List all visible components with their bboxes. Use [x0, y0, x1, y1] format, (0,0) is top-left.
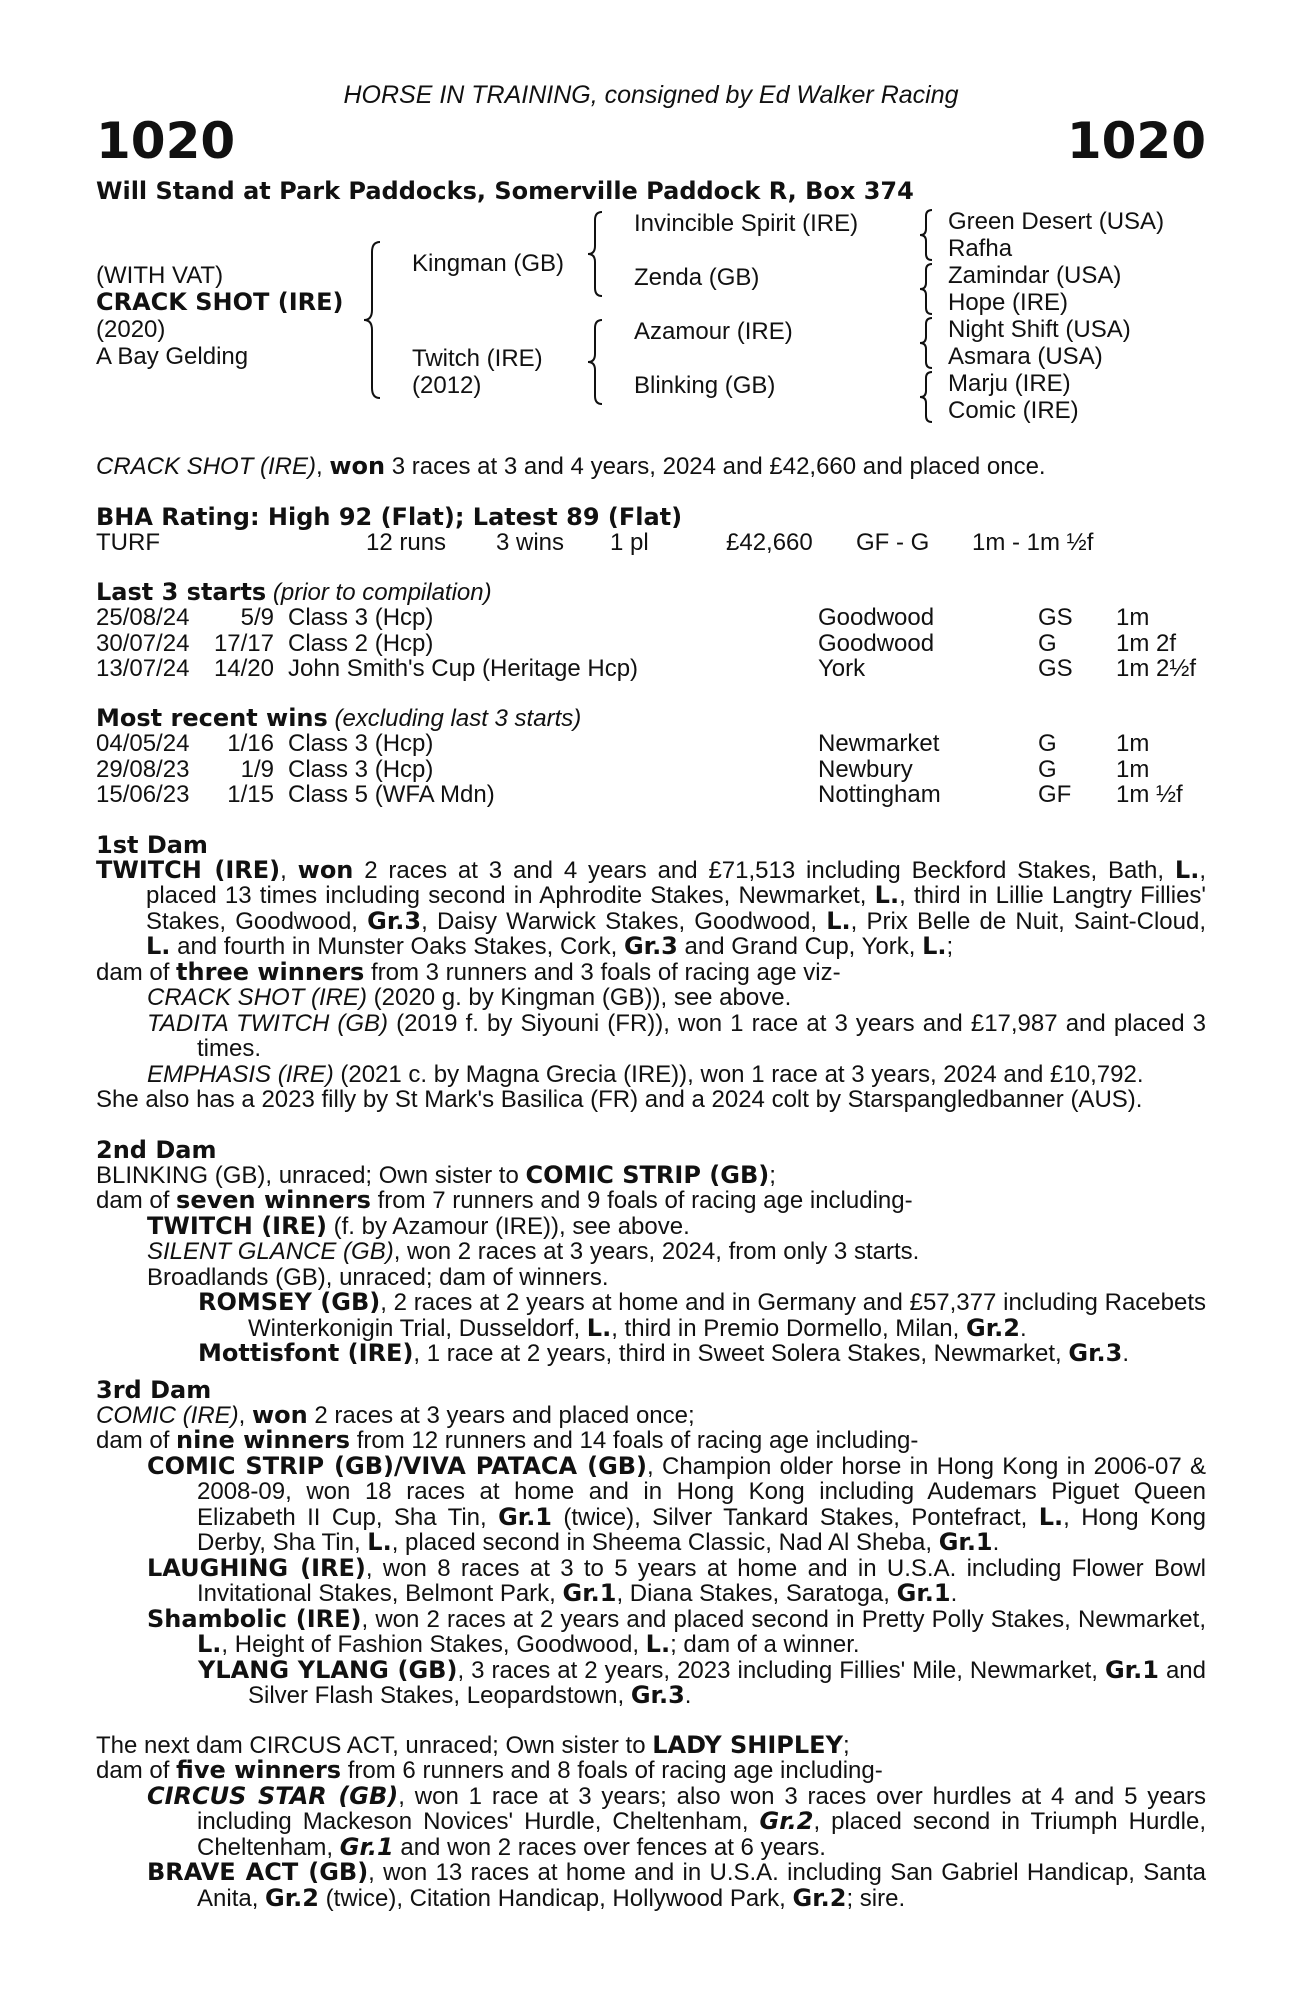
vat-note: (WITH VAT)	[96, 262, 224, 289]
race-date: 15/06/23	[96, 781, 190, 808]
produce-broadlands: Broadlands (GB), unraced; dam of winners.	[147, 1263, 609, 1291]
race-race: Class 5 (WFA Mdn)	[288, 781, 495, 808]
race-going: GS	[1038, 655, 1073, 682]
race-date: 25/08/24	[96, 604, 190, 631]
race-pos: 17/17	[213, 629, 274, 657]
recent-wins-table	[96, 731, 1206, 808]
produce-shambolic: Shambolic (IRE), won 2 races at 2 years and placed second in Pretty Polly Stakes, Newmarket, L., Height of Fashion Stakes, Goodwood, L.; dam of a winner.	[147, 1604, 1206, 1658]
dd-sire: Marju (IRE)	[948, 370, 1071, 397]
dam-dam: Blinking (GB)	[634, 372, 776, 399]
race-race: John Smith's Cup (Heritage Hcp)	[288, 655, 639, 682]
race-dist: 1m 2½f	[1116, 655, 1197, 682]
race-summary: CRACK SHOT (IRE), won 3 races at 3 and 4 years, 2024 and £42,660 and placed once.	[96, 452, 1046, 480]
produce-mottisfont: Mottisfont (IRE), 1 race at 2 years, third in Sweet Solera Stakes, Newmarket, Gr.3.	[198, 1339, 1129, 1367]
turf-stats-row: TURF 12 runs 3 wins 1 pl £42,660 GF - G 1m - 1m ½f	[96, 528, 1094, 556]
race-going: GS	[1038, 604, 1073, 631]
stand-location: Will Stand at Park Paddocks, Somerville Paddock R, Box 374	[96, 177, 914, 205]
brace-ss	[916, 208, 936, 262]
recent-wins-heading: Most recent wins (excluding last 3 starts)	[96, 703, 582, 732]
race-row	[96, 782, 1206, 808]
sire-name: Kingman (GB)	[412, 250, 565, 277]
ds-dam: Asmara (USA)	[948, 343, 1103, 370]
pedigree-table	[96, 208, 1206, 426]
produce-silent-glance: SILENT GLANCE (GB), won 2 races at 3 years, 2024, from only 3 starts.	[147, 1238, 920, 1265]
race-course: Nottingham	[818, 781, 941, 808]
race-row	[96, 605, 1206, 631]
consignment-line: HORSE IN TRAINING, consigned by Ed Walker Racing	[343, 81, 959, 109]
first-dam-record: TWITCH (IRE), won 2 races at 3 and 4 years and £71,513 including Beckford Stakes, Bath, L., placed 13 times including second in Aphrodite Stakes, Newmarket, L., third in Lillie Langtry Fillies' Stakes, Goodwood, Gr.3, Daisy Warwick Stakes, Goodwood, L., Prix Belle de Nuit, Saint-Cloud, L. and fourth in Munster Oaks Stakes, Cork, Gr.3 and Grand Cup, York, L.;	[96, 855, 1206, 960]
lot-number-left: 1020	[96, 112, 236, 170]
first-dam-heading: 1st Dam	[96, 830, 208, 859]
brace-sire	[584, 210, 606, 298]
produce-emphasis: EMPHASIS (IRE) (2021 c. by Magna Grecia (IRE)), won 1 race at 3 years, 2024 and £10,792.	[147, 1060, 1144, 1088]
race-dist: 1m ½f	[1116, 781, 1183, 808]
brace-dam	[584, 318, 606, 406]
horse-year: (2020)	[96, 316, 166, 343]
race-race: Class 3 (Hcp)	[288, 604, 434, 631]
race-pos: 1/9	[240, 755, 274, 783]
race-pos: 1/15	[227, 781, 274, 808]
race-race: Class 2 (Hcp)	[288, 629, 434, 657]
race-row	[96, 731, 1206, 757]
second-dam-produce-line: dam of seven winners from 7 runners and 9 foals of racing age including-	[96, 1186, 913, 1214]
produce-brave-act: BRAVE ACT (GB), won 13 races at home and in U.S.A. including San Gabriel Handicap, Santa Anita, Gr.2 (twice), Citation Handicap, Hollywood Park, Gr.2; sire.	[147, 1858, 1206, 1912]
third-dam-line: COMIC (IRE), won 2 races at 3 years and placed once;	[96, 1400, 695, 1429]
produce-tadita-twitch: TADITA TWITCH (GB) (2019 f. by Siyouni (FR)), won 1 race at 3 years and £17,987 and placed 3 times.	[147, 1009, 1206, 1062]
brace-ds	[916, 316, 936, 370]
race-going: G	[1038, 755, 1057, 783]
brace-sd	[916, 262, 936, 316]
race-row	[96, 656, 1206, 682]
race-going: G	[1038, 629, 1057, 657]
race-dist: 1m	[1116, 604, 1150, 631]
race-pos: 5/9	[240, 604, 274, 631]
catalogue-page	[96, 78, 1206, 1911]
race-course: Goodwood	[818, 629, 935, 657]
third-dam-heading: 3rd Dam	[96, 1375, 212, 1404]
third-dam-produce-line: dam of nine winners from 12 runners and 14 foals of racing age including-	[96, 1426, 919, 1454]
sd-dam: Hope (IRE)	[948, 289, 1069, 316]
produce-twitch: TWITCH (IRE) (f. by Azamour (IRE)), see above.	[147, 1211, 690, 1240]
dam-year: (2012)	[412, 372, 482, 399]
horse-name: CRACK SHOT (IRE)	[96, 288, 344, 316]
ss-dam: Rafha	[948, 235, 1013, 262]
first-dam-produce-line: dam of three winners from 3 runners and 3 foals of racing age viz-	[96, 957, 841, 986]
race-going: GF	[1038, 781, 1072, 808]
race-pos: 1/16	[227, 730, 274, 757]
next-dam-produce-line: dam of five winners from 6 runners and 8 foals of racing age including-	[96, 1756, 883, 1784]
sd-sire: Zamindar (USA)	[948, 262, 1122, 289]
produce-romsey: ROMSEY (GB), 2 races at 2 years at home and in Germany and £57,377 including Racebets Winterkonigin Trial, Dusseldorf, L., third in Premio Dormello, Milan, Gr.2.	[198, 1288, 1206, 1342]
horse-description: A Bay Gelding	[96, 343, 249, 370]
race-course: Newmarket	[818, 730, 940, 757]
bha-rating: BHA Rating: High 92 (Flat); Latest 89 (Flat)	[96, 502, 683, 531]
race-row	[96, 757, 1206, 783]
produce-circus-star: CIRCUS STAR (GB), won 1 race at 3 years; also won 3 races over hurdles at 4 and 5 years including Mackeson Novices' Hurdle, Cheltenham, Gr.2, placed second in Triumph Hurdle, Cheltenham, Gr.1 and won 2 races over fences at 6 years.	[147, 1781, 1206, 1861]
race-date: 13/07/24	[96, 655, 190, 682]
dd-dam: Comic (IRE)	[948, 397, 1079, 424]
race-dist: 1m 2f	[1116, 629, 1177, 657]
last-3-heading: Last 3 starts (prior to compilation)	[96, 577, 492, 606]
race-date: 30/07/24	[96, 629, 190, 657]
lot-number-right: 1020	[1066, 112, 1206, 170]
first-dam-also: She also has a 2023 filly by St Mark's Basilica (FR) and a 2024 colt by Starspangledbanner (AUS).	[96, 1086, 1143, 1113]
last-3-table	[96, 605, 1206, 682]
produce-ylang-ylang: YLANG YLANG (GB), 3 races at 2 years, 2023 including Fillies' Mile, Newmarket, Gr.1 and Silver Flash Stakes, Leopardstown, Gr.3.	[198, 1655, 1206, 1709]
brace-horse	[360, 240, 384, 400]
dam-name: Twitch (IRE)	[412, 345, 543, 372]
race-pos: 14/20	[213, 655, 274, 682]
race-race: Class 3 (Hcp)	[288, 730, 434, 757]
ss-sire: Green Desert (USA)	[948, 208, 1165, 235]
race-race: Class 3 (Hcp)	[288, 755, 434, 783]
race-row	[96, 631, 1206, 657]
race-dist: 1m	[1116, 755, 1150, 783]
sire-dam: Zenda (GB)	[634, 264, 760, 291]
race-dist: 1m	[1116, 730, 1150, 757]
ds-sire: Night Shift (USA)	[948, 316, 1131, 343]
second-dam-line: BLINKING (GB), unraced; Own sister to COMIC STRIP (GB);	[96, 1160, 776, 1189]
dam-sire: Azamour (IRE)	[634, 318, 793, 345]
race-course: Goodwood	[818, 604, 935, 631]
lot-number-row	[96, 112, 1206, 170]
sire-sire: Invincible Spirit (IRE)	[634, 210, 859, 237]
race-date: 29/08/23	[96, 755, 190, 783]
produce-comic-strip: COMIC STRIP (GB)/VIVA PATACA (GB), Champion older horse in Hong Kong in 2006-07 & 2008-09, won 18 races at home and in Hong Kong including Audemars Piguet Queen Elizabeth II Cup, Sha Tin, Gr.1 (twice), Silver Tankard Stakes, Pontefract, L., Hong Kong Derby, Sha Tin, L., placed second in Sheema Classic, Nad Al Sheba, Gr.1.	[147, 1451, 1207, 1556]
next-dam-line: The next dam CIRCUS ACT, unraced; Own sister to LADY SHIPLEY;	[96, 1730, 850, 1759]
race-course: Newbury	[818, 755, 913, 783]
race-going: G	[1038, 730, 1057, 757]
brace-dd	[916, 370, 936, 424]
produce-crack-shot: CRACK SHOT (IRE) (2020 g. by Kingman (GB)), see above.	[147, 984, 792, 1011]
race-date: 04/05/24	[96, 730, 190, 757]
second-dam-heading: 2nd Dam	[96, 1135, 217, 1164]
race-course: York	[818, 655, 866, 682]
produce-laughing: LAUGHING (IRE), won 8 races at 3 to 5 years at home and in U.S.A. including Flower Bowl Invitational Stakes, Belmont Park, Gr.1, Diana Stakes, Saratoga, Gr.1.	[147, 1553, 1206, 1607]
